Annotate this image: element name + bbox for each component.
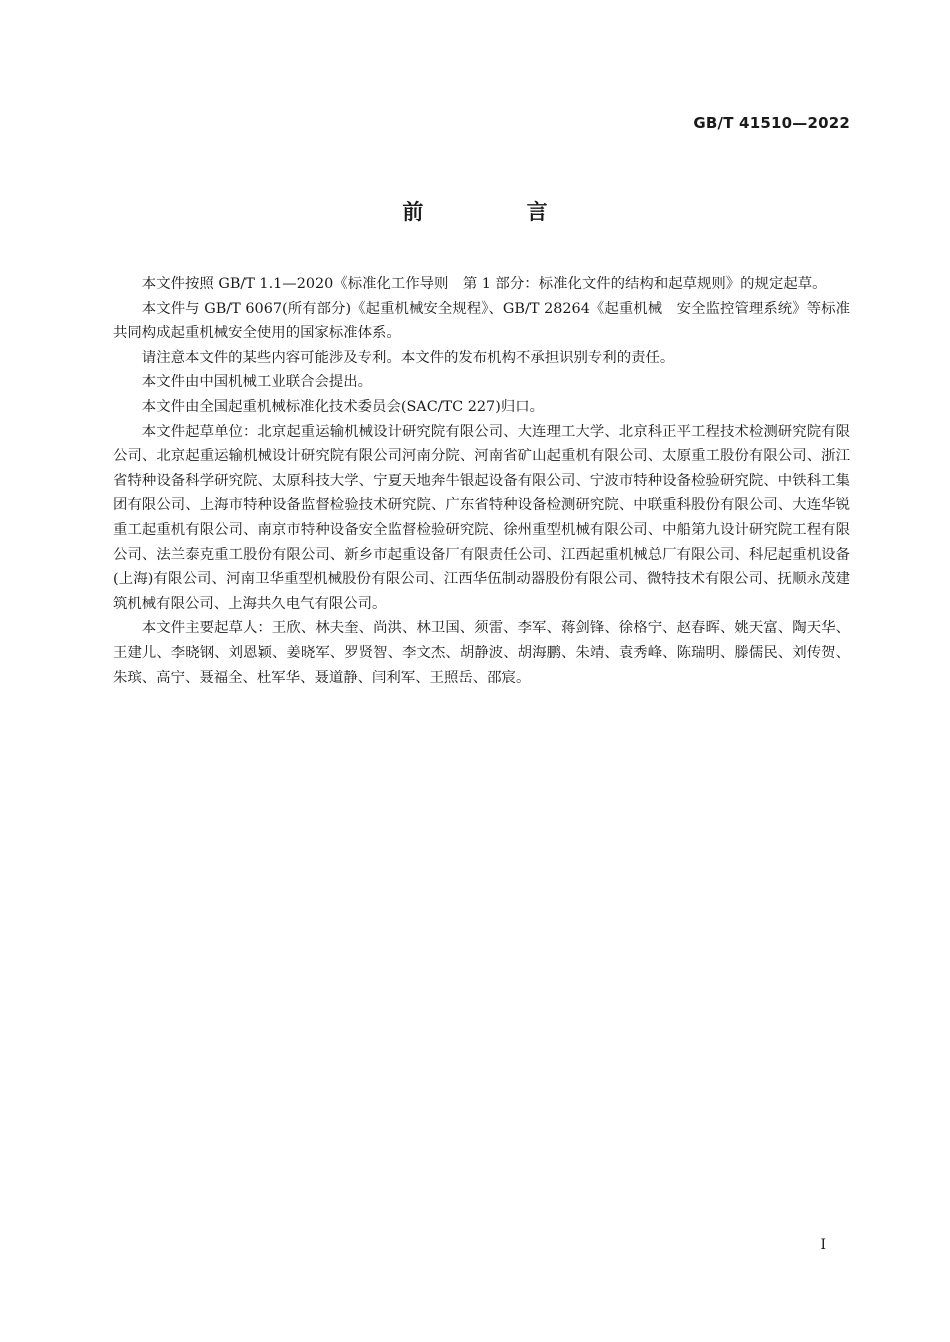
page-title: 前 言 [402,200,596,224]
paragraph-drafters: 本文件主要起草人：王欣、林夫奎、尚洪、林卫国、须雷、李军、蒋剑锋、徐格宁、赵春晖、姚天富、陶天华、王建儿、李晓钢、刘恩颖、姜晓军、罗贤智、李文杰、胡静波、胡海鹏、朱靖、袁秀峰、陈瑞明、滕儒民、刘传贺、朱瑸、高宁、聂福全、杜军华、聂道静、闫利军、王照岳、邵宸。 [113,620,850,686]
paragraph-related-standards: 本文件与 GB/T 6067(所有部分)《起重机械安全规程》、GB/T 28264《起重机械 安全监控管理系统》等标准共同构成起重机械安全使用的国家标准体系。 [113,300,850,342]
paragraph-proposer: 本文件由中国机械工业联合会提出。 [141,374,373,391]
document-body [113,272,850,690]
document-code: GB/T 41510—2022 [693,114,850,132]
paragraph-patent-notice: 请注意本文件的某些内容可能涉及专利。本文件的发布机构不承担识别专利的责任。 [141,349,675,366]
paragraph-drafting-organizations: 本文件起草单位：北京起重运输机械设计研究院有限公司、大连理工大学、北京科正平工程技术检测研究院有限公司、北京起重运输机械设计研究院有限公司河南分院、河南省矿山起重机有限公司、太原重工股份有限公司、浙江省特种设备科学研究院、太原科技大学、宁夏天地奔牛银起设备有限公司、宁波市特种设备检验研究院、中铁科工集团有限公司、上海市特种设备监督检验技术研究院、广东省特种设备检测研究院、中联重科股份有限公司、大连华锐重工起重机有限公司、南京市特种设备安全监督检验研究院、徐州重型机械有限公司、中船第九设计研究院工程有限公司、法兰泰克重工股份有限公司、新乡市起重设备厂有限责任公司、江西起重机械总厂有限公司、科尼起重机设备(上海)有限公司、河南卫华重型机械股份有限公司、江西华伍制动器股份有限公司、微特技术有限公司、抚顺永茂建筑机械有限公司、上海共久电气有限公司。 [113,423,850,612]
paragraph-drafting-rules: 本文件按照 GB/T 1.1—2020《标准化工作导则 第 1 部分：标准化文件的结构和起草规则》的规定起草。 [141,276,827,292]
paragraph-committee: 本文件由全国起重机械标准化技术委员会(SAC/TC 227)归口。 [141,398,544,415]
page-number: I [820,1237,826,1253]
